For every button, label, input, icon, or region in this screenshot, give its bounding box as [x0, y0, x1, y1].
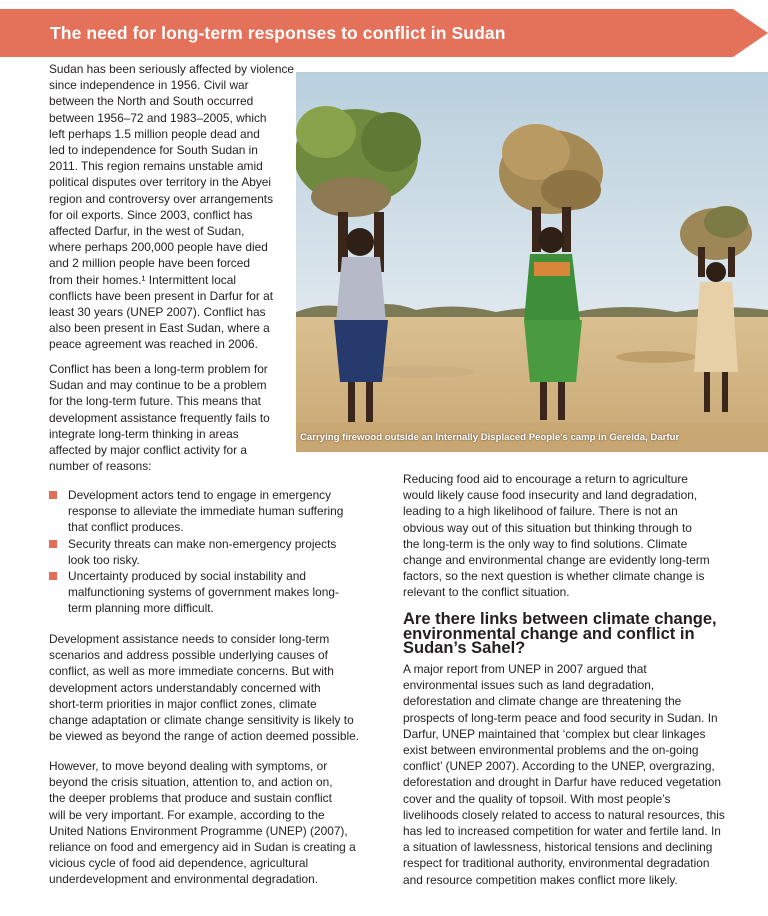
header-banner: [0, 9, 768, 57]
text-line: would likely cause food insecurity and land degradation,: [403, 488, 698, 503]
text-line: underdevelopment and environmental degradation.: [49, 872, 319, 887]
text-line: for the long-term future. This means that: [49, 394, 261, 409]
symptoms-paragraph: [49, 758, 356, 888]
bullet-square-icon: [49, 572, 57, 580]
text-line: malfunctioning systems of government makes long-: [68, 585, 339, 600]
text-line: affected by major conflict activity for a: [49, 443, 248, 458]
text-line: response to alleviate the immediate human suffering: [68, 504, 344, 519]
text-line: beyond the crisis situation, attention to, and action on,: [49, 775, 333, 790]
text-line: factors, so the next question is whether climate change is: [403, 569, 705, 584]
text-line: development actors understandably concerned with: [49, 680, 321, 695]
section-heading: [403, 612, 743, 656]
bullet-square-icon: [49, 491, 57, 499]
text-line: number of reasons:: [49, 459, 152, 474]
text-line: be viewed as beyond the range of action deemed possible.: [49, 729, 360, 744]
text-line: since independence in 1956. Civil war: [49, 78, 249, 93]
text-line: deforestation and drought in Darfur have reduced vegetation: [403, 775, 721, 790]
text-line: environmental issues such as land degradation,: [403, 678, 655, 693]
text-line: Security threats can make non-emergency projects: [68, 536, 337, 551]
text-line: the long-term is the only way to find solutions. Climate: [403, 536, 688, 551]
photo-caption: Carrying firewood outside an Internally Displaced People's camp in Gereida, Darfur: [300, 432, 680, 443]
text-line: Development actors tend to engage in emergency: [68, 488, 332, 502]
text-line: reliance on food and emergency aid in Sudan is creating a: [49, 840, 356, 855]
text-line: prospects of long-term peace and food security in Sudan. In: [403, 710, 718, 725]
photo-illustration: [296, 72, 768, 452]
list-item: [49, 568, 343, 617]
text-line: Sudan and may continue to be a problem: [49, 378, 267, 393]
text-line: Reducing food aid to encourage a return to agriculture: [403, 472, 688, 486]
reasons-list: [49, 487, 343, 617]
text-line: political disputes over territory in the Abyei: [49, 175, 272, 190]
text-line: that conflict produces.: [68, 520, 184, 535]
intro-paragraph: [49, 61, 294, 353]
text-line: affected Darfur, in the west of Sudan,: [49, 224, 245, 239]
text-line: leading to a high likelihood of failure. There is not an: [403, 504, 678, 519]
text-line: Sudan has been seriously affected by violence: [49, 62, 295, 76]
text-line: and resource competition makes conflict more likely.: [403, 872, 678, 887]
text-line: the deeper problems that produce and sustain conflict: [49, 791, 332, 806]
text-line: Conflict has been a long-term problem for: [49, 362, 268, 376]
text-line: a situation of lawlessness, historical tensions and declining: [403, 840, 713, 855]
text-line: scenarios and address possible underlying causes of: [49, 648, 328, 663]
text-line: change adaptation or climate change sensitivity is likely to: [49, 713, 354, 728]
heading-line: Sudan’s Sahel?: [403, 639, 526, 657]
text-line: Darfur, UNEP maintained that ‘complex but clear linkages: [403, 726, 706, 741]
text-line: 2011. This region remains unstable amid: [49, 159, 263, 174]
text-line: will be very important. For example, according to the: [49, 807, 325, 822]
text-line: cover and the quality of topsoil. With most people’s: [403, 791, 671, 806]
text-line: between the North and South occurred: [49, 94, 254, 109]
text-line: United Nations Environment Programme (UNEP) (2007),: [49, 823, 348, 838]
bullet-square-icon: [49, 540, 57, 548]
text-line: short-term priorities in major conflict zones, climate: [49, 696, 317, 711]
text-line: deforestation and climate change are threatening the: [403, 694, 682, 709]
page-title: The need for long-term responses to conflict in Sudan: [50, 23, 506, 43]
list-item: [49, 536, 343, 568]
text-line: from their homes.¹ Intermittent local: [49, 272, 237, 287]
text-line: vicious cycle of food aid dependence, agricultural: [49, 856, 309, 871]
text-line: conflicts have been present in Darfur for at: [49, 288, 274, 303]
text-line: Development assistance needs to consider long-term: [49, 632, 330, 646]
unep-paragraph: [403, 661, 725, 888]
text-line: relevant to the conflict situation.: [403, 585, 570, 600]
text-line: respect for traditional authority, environmental degradation: [403, 856, 710, 871]
heading-line: environmental change and conflict in: [403, 624, 695, 643]
list-item: [49, 487, 343, 536]
text-line: and 2 million people have been forced: [49, 256, 250, 271]
text-line: has led to increased competition for water and fertile land. In: [403, 824, 721, 839]
text-line: least 30 years (UNEP 2007). Conflict has: [49, 305, 266, 320]
text-line: look too risky.: [68, 552, 140, 567]
text-line: A major report from UNEP in 2007 argued that: [403, 662, 647, 676]
reasons-paragraph: [49, 361, 270, 474]
text-line: region and controversy over arrangements: [49, 191, 274, 206]
text-line: Uncertainty produced by social instability and: [68, 569, 306, 584]
text-line: exist between environmental problems and the on-going: [403, 743, 699, 758]
firewood-photo: [296, 72, 768, 452]
text-line: where perhaps 200,000 people have died: [49, 240, 268, 255]
text-line: obvious way out of this situation but thinking through to: [403, 520, 692, 535]
food-aid-paragraph: [403, 471, 710, 601]
text-line: peace agreement was reached in 2006.: [49, 337, 258, 352]
heading-line: Are there links between climate change,: [403, 610, 717, 628]
text-line: left perhaps 1.5 million people dead and: [49, 126, 260, 141]
assistance-paragraph: [49, 631, 359, 744]
text-line: change and environmental change are evidently long-term: [403, 553, 710, 568]
text-line: integrate long-term thinking in areas: [49, 426, 239, 441]
text-line: development assistance frequently fails to: [49, 410, 270, 425]
text-line: led to independence for South Sudan in: [49, 143, 258, 158]
text-line: livelihoods closely related to access to natural resources, this: [403, 807, 725, 822]
text-line: for oil exports. Since 2003, conflict has: [49, 207, 253, 222]
text-line: conflict’ (UNEP 2007). According to the UNEP, overgrazing,: [403, 759, 715, 774]
text-line: However, to move beyond dealing with symptoms, or: [49, 759, 328, 773]
text-line: conflict, as well as more immediate concerns. But with: [49, 664, 334, 679]
text-line: also been present in East Sudan, where a: [49, 321, 270, 336]
text-line: term planning more difficult.: [68, 601, 214, 616]
text-line: between 1956–72 and 1983–2005, which: [49, 110, 267, 125]
